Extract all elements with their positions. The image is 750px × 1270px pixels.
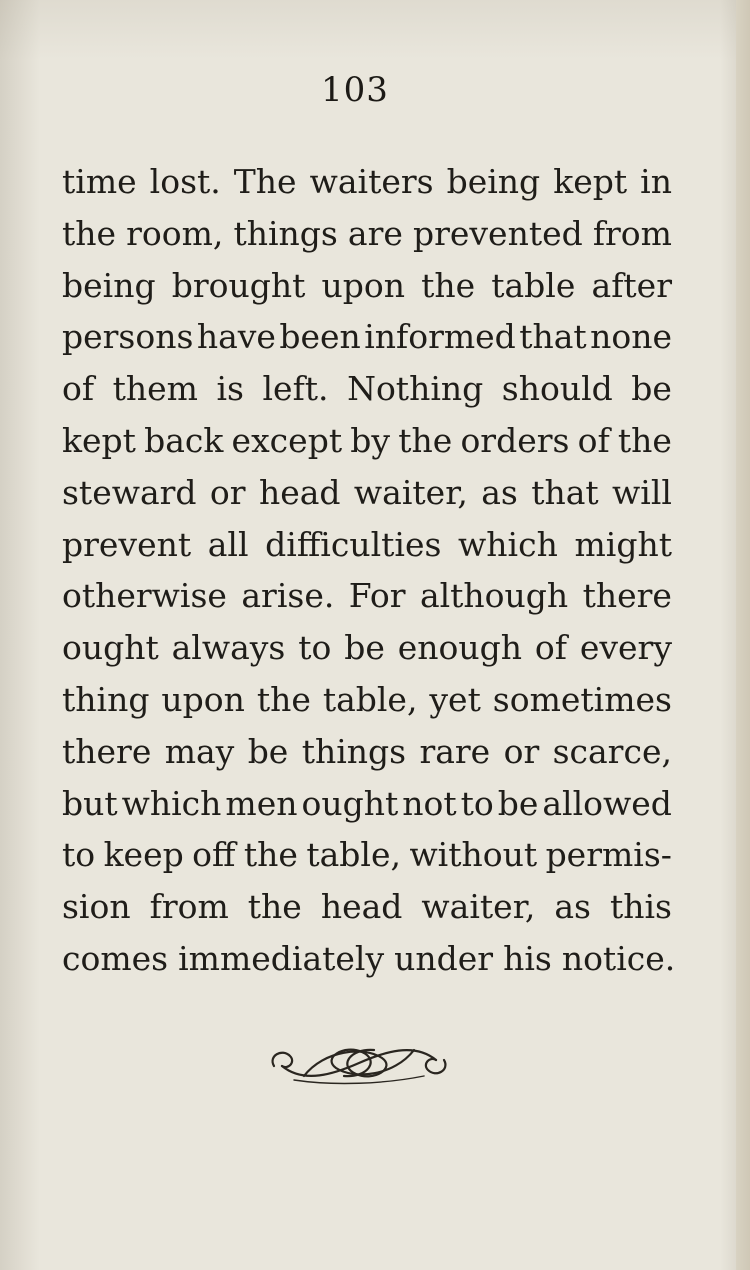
- text-word: table: [491, 265, 576, 305]
- text-word: back: [144, 420, 224, 460]
- text-word: upon: [161, 679, 245, 719]
- text-word: informed: [364, 317, 516, 357]
- text-word: there: [62, 731, 152, 771]
- text-word: be: [247, 731, 289, 771]
- text-word: allowed: [542, 783, 672, 823]
- text-word: his: [503, 938, 552, 978]
- text-word: the: [421, 265, 476, 305]
- text-word: waiter,: [421, 887, 536, 927]
- text-word: Nothing: [347, 369, 484, 409]
- text-word: comes: [62, 938, 169, 978]
- text-word: scarce,: [552, 731, 672, 771]
- text-word: things: [233, 213, 338, 253]
- text-word: be: [344, 628, 385, 668]
- text-word: this: [609, 887, 672, 927]
- text-word: For: [348, 576, 406, 616]
- text-word: may: [164, 731, 235, 771]
- text-line: [62, 726, 672, 778]
- text-word: have: [196, 317, 276, 357]
- text-word: as: [481, 472, 518, 512]
- text-word: from: [592, 213, 672, 253]
- text-word: under: [394, 938, 494, 978]
- text-line: [62, 778, 672, 830]
- text-word: time: [62, 162, 137, 201]
- text-word: kept: [62, 420, 136, 460]
- text-word: waiter,: [353, 472, 468, 512]
- text-word: table,: [322, 679, 418, 719]
- text-word: the: [62, 213, 117, 253]
- text-word: off: [192, 835, 236, 875]
- text-word: all: [207, 524, 249, 564]
- text-word: by: [350, 420, 391, 460]
- text-word: being: [446, 162, 541, 201]
- text-word: every: [579, 628, 672, 668]
- text-word: rare: [419, 731, 491, 771]
- text-word: table,: [306, 835, 402, 875]
- text-word: that: [531, 472, 599, 512]
- text-word: steward: [62, 472, 197, 512]
- text-word: as: [554, 887, 591, 927]
- text-line: [62, 829, 672, 881]
- text-word: The: [233, 162, 297, 201]
- text-word: lost.: [149, 162, 221, 201]
- text-word: not: [402, 783, 457, 823]
- text-word: prevent: [62, 524, 192, 564]
- page-edge: [736, 0, 750, 1270]
- text-line: [62, 933, 676, 985]
- text-word: except: [231, 420, 343, 460]
- text-word: the: [398, 420, 453, 460]
- text-word: prevented: [412, 213, 583, 253]
- text-word: enough: [397, 628, 523, 668]
- text-line: [62, 519, 672, 571]
- text-word: thing: [62, 679, 150, 719]
- text-line: [62, 467, 672, 519]
- text-word: notice.: [561, 938, 676, 978]
- text-word: will: [612, 472, 672, 512]
- text-word: difficulties: [265, 524, 442, 564]
- text-word: being: [62, 265, 156, 305]
- text-word: is: [216, 369, 244, 409]
- text-word: be: [497, 783, 539, 823]
- text-line: [62, 311, 672, 363]
- text-word: room,: [126, 213, 224, 253]
- text-line: [62, 260, 672, 312]
- text-word: been: [279, 317, 361, 357]
- text-word: which: [458, 524, 558, 564]
- text-word: that: [519, 317, 587, 357]
- text-word: might: [574, 524, 672, 564]
- text-word: of: [534, 628, 567, 668]
- text-word: the: [247, 887, 302, 927]
- text-line: [62, 415, 672, 467]
- text-word: the: [256, 679, 311, 719]
- text-word: waiters: [309, 162, 434, 201]
- text-line: [62, 570, 672, 622]
- text-word: ought: [62, 628, 159, 668]
- text-word: are: [347, 213, 403, 253]
- text-word: to: [62, 835, 96, 875]
- text-word: to: [460, 783, 494, 823]
- text-word: left.: [262, 369, 329, 409]
- text-word: sometimes: [492, 679, 672, 719]
- text-word: upon: [321, 265, 405, 305]
- text-line: [62, 881, 672, 933]
- text-word: kept: [553, 162, 628, 201]
- text-word: keep: [103, 835, 184, 875]
- text-line: [62, 622, 672, 674]
- text-word: of: [577, 420, 610, 460]
- text-word: things: [301, 731, 407, 771]
- text-word: orders: [460, 420, 570, 460]
- text-word: brought: [171, 265, 306, 305]
- text-word: arise.: [241, 576, 335, 616]
- text-word: none: [590, 317, 672, 357]
- text-word: which: [121, 783, 222, 823]
- text-word: head: [320, 887, 403, 927]
- text-word: the: [243, 835, 298, 875]
- text-word: of: [62, 369, 95, 409]
- text-word: be: [631, 369, 672, 409]
- text-word: always: [171, 628, 286, 668]
- text-word: without: [409, 835, 538, 875]
- text-word: after: [591, 265, 672, 305]
- text-word: in: [640, 162, 672, 201]
- text-word: to: [298, 628, 332, 668]
- text-word: head: [258, 472, 341, 512]
- text-word: although: [419, 576, 569, 616]
- text-line: [62, 363, 672, 415]
- text-word: persons: [62, 317, 194, 357]
- text-word: otherwise: [62, 576, 227, 616]
- text-word: them: [112, 369, 198, 409]
- text-word: immediately: [178, 938, 385, 978]
- text-word: from: [149, 887, 229, 927]
- text-line: [62, 208, 672, 260]
- text-line: [62, 674, 672, 726]
- page-number: 103: [321, 70, 389, 110]
- text-word: there: [582, 576, 672, 616]
- text-word: the: [617, 420, 672, 460]
- text-word: or: [209, 472, 246, 512]
- text-word: permis-: [545, 835, 672, 875]
- text-word: but: [62, 783, 118, 823]
- text-word: sion: [62, 887, 131, 927]
- text-word: ought: [301, 783, 399, 823]
- scroll-flourish-icon: [264, 1036, 454, 1090]
- body-text: [62, 156, 676, 985]
- text-word: men: [225, 783, 298, 823]
- text-word: yet: [429, 679, 481, 719]
- text-line: [62, 156, 672, 208]
- text-word: should: [501, 369, 613, 409]
- text-word: or: [503, 731, 540, 771]
